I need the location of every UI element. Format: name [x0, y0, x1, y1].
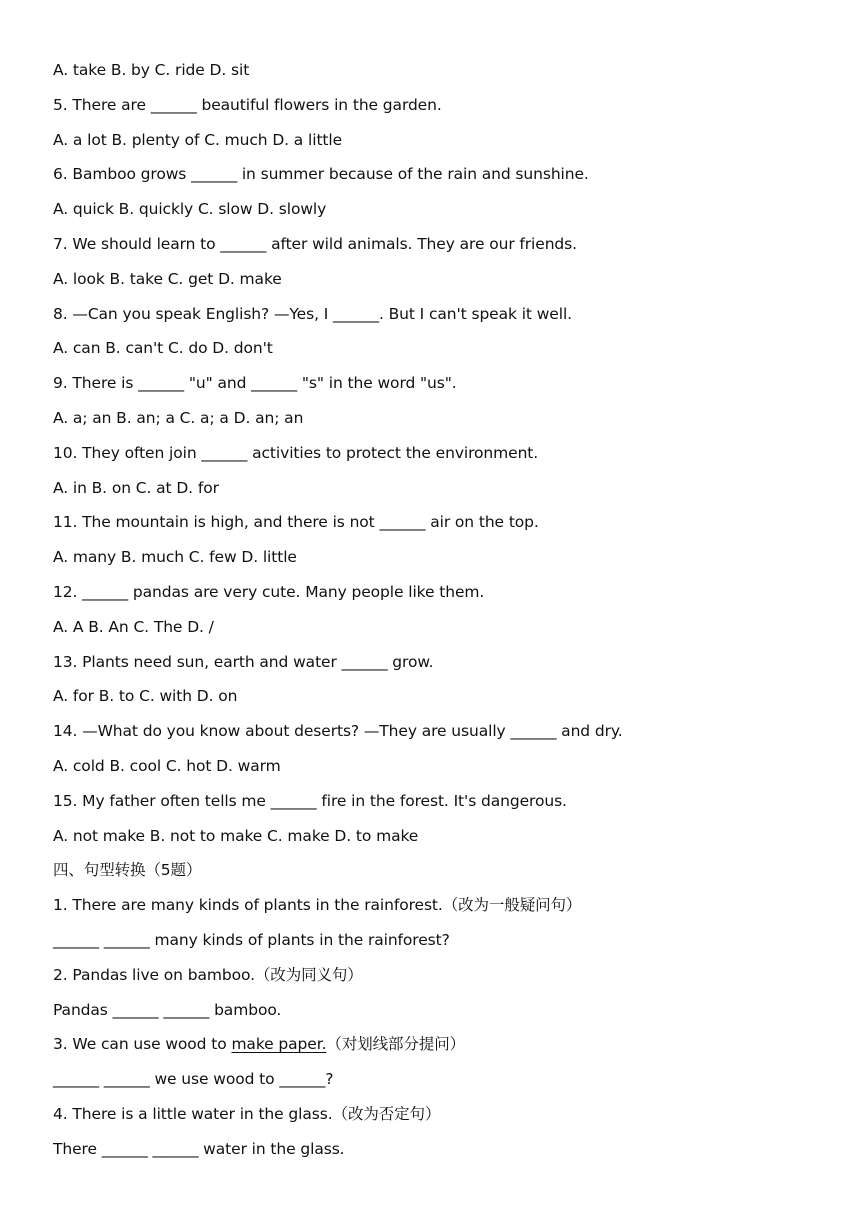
question-line: 4. There is a little water in the glass.（改为否定句） [53, 1104, 441, 1123]
question-line: 6. Bamboo grows ______ in summer because of the rain and sunshine. [53, 165, 589, 184]
question-line: 15. My father often tells me ______ fire in the forest. It's dangerous. [53, 791, 567, 810]
question-line: 7. We should learn to ______ after wild animals. They are our friends. [53, 234, 577, 253]
options-line: A. for B. to C. with D. on [53, 687, 238, 706]
options-line: A. many B. much C. few D. little [53, 548, 297, 567]
document-page [53, 58, 833, 1172]
question-line: 13. Plants need sun, earth and water ______ grow. [53, 652, 434, 671]
question-line: 8. —Can you speak English? —Yes, I ______. But I can't speak it well. [53, 304, 572, 323]
question-line: 2. Pandas live on bamboo.（改为同义句） [53, 965, 363, 984]
options-line: A. not make B. not to make C. make D. to make [53, 826, 419, 845]
question-line: 12. ______ pandas are very cute. Many people like them. [53, 582, 485, 601]
question-line [53, 1032, 833, 1067]
section-heading: 四、句型转换（5题） [53, 861, 202, 880]
answer-line: There ______ ______ water in the glass. [53, 1139, 345, 1158]
question-line: 5. There are ______ beautiful flowers in the garden. [53, 95, 442, 114]
question-line: 14. —What do you know about deserts? —They are usually ______ and dry. [53, 722, 623, 741]
question-line: 10. They often join ______ activities to protect the environment. [53, 443, 539, 462]
options-line: A. look B. take C. get D. make [53, 269, 282, 288]
options-line: A. quick B. quickly C. slow D. slowly [53, 200, 327, 219]
options-line: A. A B. An C. The D. / [53, 617, 214, 636]
underlined-phrase: make paper. [231, 1035, 327, 1054]
question-line: 9. There is ______ "u" and ______ "s" in the word "us". [53, 374, 457, 393]
options-line: A. can B. can't C. do D. don't [53, 339, 273, 358]
options-line: A. a lot B. plenty of C. much D. a little [53, 130, 343, 149]
options-line: A. cold B. cool C. hot D. warm [53, 756, 281, 775]
options-line: A. in B. on C. at D. for [53, 478, 219, 497]
question-instruction: （对划线部分提问） [326, 1035, 466, 1054]
answer-line: Pandas ______ ______ bamboo. [53, 1000, 282, 1019]
answer-line: ______ ______ many kinds of plants in the rainforest? [53, 930, 450, 949]
options-line: A. take B. by C. ride D. sit [53, 61, 250, 79]
options-line: A. a; an B. an; a C. a; a D. an; an [53, 408, 304, 427]
question-text: 3. We can use wood to [53, 1035, 232, 1054]
question-line: 11. The mountain is high, and there is not ______ air on the top. [53, 513, 539, 532]
answer-line: ______ ______ we use wood to ______? [53, 1070, 334, 1089]
question-line: 1. There are many kinds of plants in the rainforest.（改为一般疑问句） [53, 896, 582, 915]
